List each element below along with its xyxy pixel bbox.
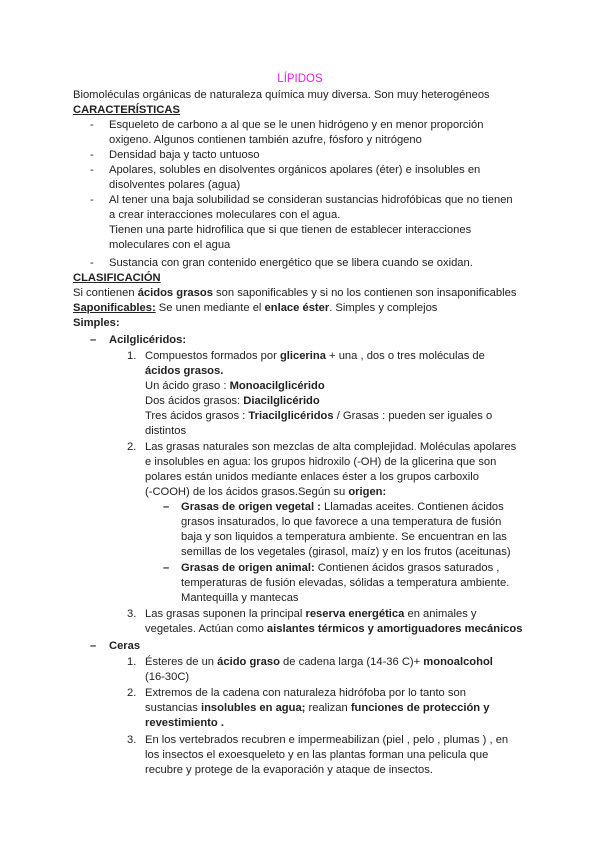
list-item-text: (16-30C) (145, 671, 190, 683)
bullet-dash: - (90, 119, 94, 131)
characteristic-line: oxigeno. Algunos contienen también azufre, fósforo y nitrógeno (109, 134, 422, 146)
list-item-text: Compuestos formados por glicerina + una , dos o tres moléculas de (145, 350, 485, 362)
list-item-text: distintos (145, 425, 187, 437)
list-item-text: los insectos el exoesqueleto y en las plantas forman una pelicula que (145, 749, 489, 761)
list-number: 1. (127, 350, 137, 362)
bullet-dash: – (163, 501, 170, 513)
list-item-text: Un ácido graso : Monoacilglicérido (145, 380, 325, 392)
list-item-text: (-COOH) de los ácidos grasos.Según su origen: (145, 486, 387, 498)
characteristic-line: a crear interacciones moleculares con el agua. (109, 209, 341, 221)
list-number: 1. (127, 656, 137, 668)
sub-item-text: baja y son liquidos a temperatura ambiente. Se encuentran en las (181, 531, 507, 543)
bullet-dash: – (90, 640, 97, 652)
sub-item-text: semillas de los vegetales (girasol, maíz) y en los frutos (aceitunas) (181, 546, 511, 558)
bullet-dash: - (90, 149, 94, 161)
characteristic-line: Tienen una parte hidrofilica que si que tienen de establecer interacciones (109, 224, 472, 236)
sub-item-text: grasos insaturados, lo que favorece a una temperatura de fusión (181, 516, 502, 528)
characteristic-line: Apolares, solubles en disolventes orgánicos apolares (éter) e insolubles en (109, 164, 481, 176)
list-item-text: Las grasas naturales son mezclas de alta complejidad. Moléculas apolares (145, 441, 517, 453)
simples-label: Simples: (73, 317, 120, 329)
list-number: 3. (127, 608, 137, 620)
characteristic-line: Esqueleto de carbono a al que se le unen hidrógeno y en menor proporción (109, 119, 484, 131)
subsection-heading-acilgliceridos: Acilglicéridos: (109, 334, 187, 346)
sub-item-text: Mantequilla y mantecas (181, 592, 299, 604)
characteristic-line: moleculares con el agua (109, 239, 231, 251)
bullet-dash: - (90, 164, 94, 176)
bullet-dash: - (90, 194, 94, 206)
section-heading-clasificacion: CLASIFICACIÓN (73, 272, 161, 284)
list-item-text: polares están unidos mediante enlaces éster a los grupos carboxilo (145, 471, 479, 483)
characteristic-line: Sustancia con gran contenido energético que se libera cuando se oxidan. (109, 257, 473, 269)
bullet-dash: – (90, 334, 97, 346)
characteristic-line: disolventes polares (agua) (109, 179, 241, 191)
sub-item-text: Grasas de origen animal: Contienen ácidos grasos saturados , (181, 562, 500, 574)
list-item-text: Las grasas suponen la principal reserva energética en animales y (145, 608, 477, 620)
page-title: LÍPIDOS (277, 73, 323, 85)
list-item-text: revestimiento . (145, 717, 224, 729)
bullet-dash: – (163, 562, 170, 574)
list-item-text: e insolubles en agua: los grupos hidroxilo (-OH) de la glicerina que son (145, 456, 497, 468)
sub-item-text: Grasas de origen vegetal : Llamadas aceites. Contienen ácidos (181, 501, 504, 513)
classification-text: Si contienen ácidos grasos son saponificables y si no los contienen son insaponificables (73, 287, 517, 299)
list-item-text: Tres ácidos grasos : Triacilglicéridos / Grasas : pueden ser iguales o (145, 410, 493, 422)
characteristic-line: Al tener una baja solubilidad se consideran sustancias hidrofóbicas que no tienen (109, 194, 513, 206)
bullet-dash: - (90, 257, 94, 269)
section-heading-caracteristicas: CARACTERÍSTICAS (73, 104, 180, 116)
sub-item-text: temperaturas de fusión elevadas, sólidas a temperatura ambiente. (181, 577, 510, 589)
list-number: 2. (127, 687, 137, 699)
list-item-text: sustancias insolubles en agua; realizan funciones de protección y (145, 702, 490, 714)
list-number: 3. (127, 734, 137, 746)
list-item-text: Dos ácidos grasos: Diacilglicérido (145, 395, 320, 407)
list-item-text: En los vertebrados recubren e impermeabilizan (piel , pelo , plumas ) , en (145, 734, 509, 746)
saponificables-text: Saponificables: Se unen mediante el enlace éster. Simples y complejos (73, 302, 438, 314)
subsection-heading-ceras: Ceras (109, 640, 141, 652)
list-item-text: vegetales. Actúan como aislantes térmicos y amortiguadores mecánicos (145, 623, 523, 635)
list-item-text: ácidos grasos. (145, 365, 224, 377)
list-item-text: Extremos de la cadena con naturaleza hidrófoba por lo tanto son (145, 687, 466, 699)
list-item-text: recubre y protege de la evaporación y ataque de insectos. (145, 764, 433, 776)
list-number: 2. (127, 441, 137, 453)
characteristic-line: Densidad baja y tacto untuoso (109, 149, 260, 161)
list-item-text: Ésteres de un ácido graso de cadena larga (14-36 C)+ monoalcohol (145, 656, 493, 668)
intro-text: Biomoléculas orgánicas de naturaleza química muy diversa. Son muy heterogéneos (73, 89, 490, 101)
